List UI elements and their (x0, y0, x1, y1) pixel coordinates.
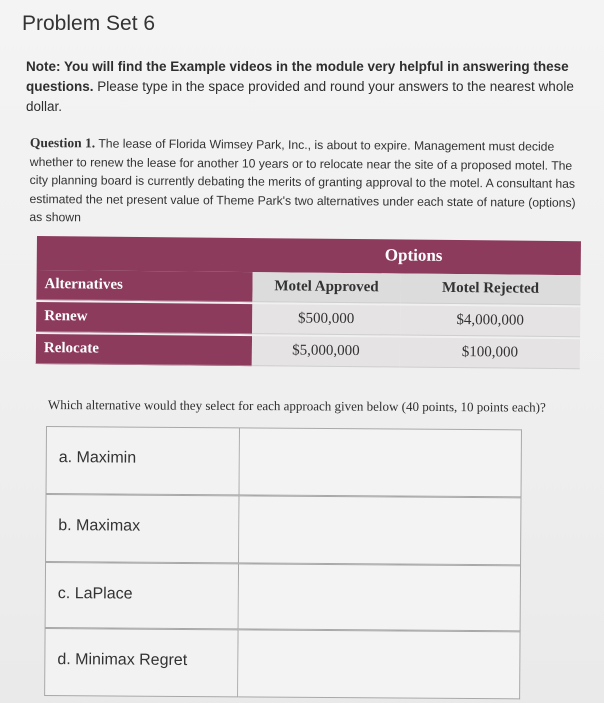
maximax-answer-field[interactable] (239, 495, 521, 565)
options-table (36, 236, 581, 381)
answer-label: b. Maximax (45, 494, 239, 563)
table-cell: $5,000,000 (252, 336, 400, 367)
table-cell: $500,000 (252, 304, 400, 335)
note-bold-text: Note: You will find the Example videos in the module very helpful in answering these questions. (26, 59, 569, 94)
table-row-relocate (36, 334, 580, 369)
table-header-row (36, 270, 580, 305)
motel-rejected-header: Motel Rejected (400, 273, 580, 305)
question-label: Question 1. (29, 134, 96, 151)
laplace-answer-field[interactable] (239, 563, 521, 631)
minimax-regret-answer-field[interactable] (238, 629, 520, 699)
alternatives-header: Alternatives (36, 270, 252, 302)
note-text: Please type in the space provided and round your answers to the nearest whole dollar. (26, 79, 574, 114)
options-header (37, 236, 581, 275)
row-name: Renew (36, 302, 252, 334)
question-1 (29, 134, 582, 230)
selection-prompt: Which alternative would they select for each approach given below (40 points, 10 points each)? (47, 397, 546, 415)
answer-grid (44, 426, 522, 703)
answer-row-minimax-regret (44, 628, 520, 699)
table-row-renew (36, 302, 580, 337)
row-name: Relocate (36, 334, 252, 366)
question-text: The lease of Florida Wimsey Park, Inc., is about to expire. Management must decide whether to renew the lease for another 10 years or to relocate near the site of a proposed motel. The city planning board is currently debating the merits of granting approval to the motel. A consultant has estimated the net present value of Theme Park's two alternatives under each state of nature (options) as shown (29, 136, 576, 225)
table-cell: $100,000 (400, 337, 580, 369)
answer-label: a. Maximin (46, 426, 240, 495)
options-title: Options (384, 245, 443, 265)
answer-label: c. LaPlace (45, 562, 239, 629)
maximin-answer-field[interactable] (240, 427, 522, 497)
table-cell: $4,000,000 (400, 305, 580, 337)
answer-label: d. Minimax Regret (44, 628, 238, 697)
answer-row-laplace (45, 562, 521, 631)
answer-row-maximin (46, 426, 522, 497)
instructions-note (26, 57, 582, 117)
motel-approved-header: Motel Approved (252, 272, 400, 303)
page-title: Problem Set 6 (22, 12, 156, 35)
answer-row-maximax (45, 494, 521, 565)
